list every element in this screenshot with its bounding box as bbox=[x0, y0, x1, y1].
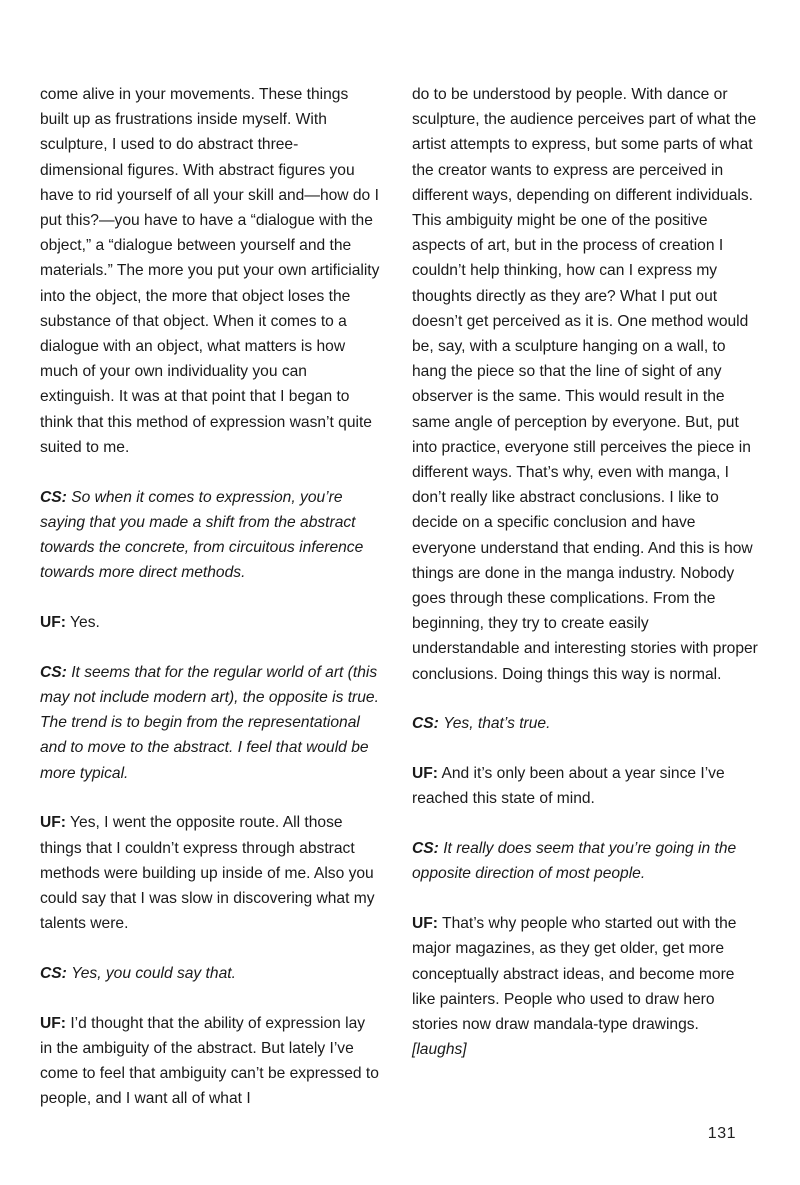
interviewer-question bbox=[40, 660, 380, 786]
speaker-label: UF: bbox=[40, 814, 66, 832]
interviewer-question bbox=[40, 485, 380, 586]
question-text: It seems that for the regular world of art (this may not include modern art), the opposite is true. The trend is to begin from the representational and to move to the abstract. I feel that would be more typical. bbox=[40, 663, 379, 782]
right-column bbox=[412, 82, 760, 1087]
speaker-label: UF: bbox=[40, 1014, 66, 1032]
interviewee-answer bbox=[40, 610, 380, 635]
interviewee-answer bbox=[412, 911, 760, 1062]
speaker-label: UF: bbox=[412, 765, 438, 783]
speaker-label: CS: bbox=[40, 663, 67, 681]
interviewer-question bbox=[412, 836, 760, 886]
page-number: 131 bbox=[707, 1125, 736, 1142]
answer-text: And it’s only been about a year since I’ve reached this state of mind. bbox=[412, 765, 725, 808]
question-text: Yes, you could say that. bbox=[71, 965, 236, 983]
question-text: It really does seem that you’re going in the opposite direction of most people. bbox=[412, 840, 737, 883]
answer-text: That’s why people who started out with the major magazines, as they get older, get more conceptually abstract ideas, and become more like painters. People who used to draw hero stories now draw mandala-type drawings. bbox=[412, 915, 737, 1034]
stage-direction: [laughs] bbox=[412, 1041, 467, 1059]
question-text: So when it comes to expression, you’re saying that you made a shift from the abstract towards the concrete, from circuitous inference towards more direct methods. bbox=[40, 488, 364, 582]
interviewee-answer bbox=[40, 810, 380, 936]
answer-text: Yes, I went the opposite route. All those things that I couldn’t express through abstract methods were building up inside of me. Also you could say that I was slow in discovering what my talents were. bbox=[40, 814, 375, 933]
question-text: Yes, that’s true. bbox=[443, 715, 551, 733]
interviewer-question bbox=[40, 961, 380, 986]
answer-text: I’d thought that the ability of expression lay in the ambiguity of the abstract. But lately I’ve come to feel that ambiguity can’t be expressed to people, and I want all of what I bbox=[40, 1014, 379, 1108]
speaker-label: CS: bbox=[412, 840, 439, 858]
body-paragraph bbox=[40, 82, 380, 460]
speaker-label: UF: bbox=[40, 614, 66, 632]
left-column bbox=[40, 82, 380, 1136]
paragraph-text: do to be understood by people. With dance or sculpture, the audience perceives part of what the artist attempts to express, but some parts of what the creator wants to express are perceived in different ways, depending on different individuals. This ambiguity might be one of the positive aspects of art, but in the process of creation I couldn’t help thinking, how can I express my thoughts directly as they are? What I put out doesn’t get perceived as it is. One method would be, say, with a sculpture hanging on a wall, to hang the piece so that the line of sight of any observer is the same. This would result in the same angle of perception by everyone. But, put into practice, everyone still perceives the piece in different ways. That’s why, even with manga, I don’t really like abstract conclusions. I like to decide on a specific conclusion and have everyone understand that ending. And this is how things are done in the manga industry. Nobody goes through these complications. From the beginning, they try to create easily understandable and interesting stories with proper conclusions. Doing things this way is normal. bbox=[412, 86, 758, 683]
interviewee-answer bbox=[40, 1011, 380, 1112]
paragraph-text: come alive in your movements. These things built up as frustrations inside myself. With sculpture, I used to do abstract three-dimensional figures. With abstract figures you have to rid yourself of all your skill and—how do I put this?—you have to have a “dialogue with the object,” a “dialogue between yourself and the materials.” The more you put your own artificiality into the object, the more that object loses the substance of that object. When it comes to a dialogue with an object, what matters is how much of your own individuality you can extinguish. It was at that point that I began to think that this method of expression wasn’t quite suited to me. bbox=[40, 86, 380, 456]
answer-text: Yes. bbox=[70, 614, 100, 632]
speaker-label: UF: bbox=[412, 915, 438, 933]
interviewer-question bbox=[412, 711, 760, 736]
body-paragraph bbox=[412, 82, 760, 687]
interviewee-answer bbox=[412, 761, 760, 811]
speaker-label: CS: bbox=[412, 715, 439, 733]
speaker-label: CS: bbox=[40, 488, 67, 506]
speaker-label: CS: bbox=[40, 965, 67, 983]
